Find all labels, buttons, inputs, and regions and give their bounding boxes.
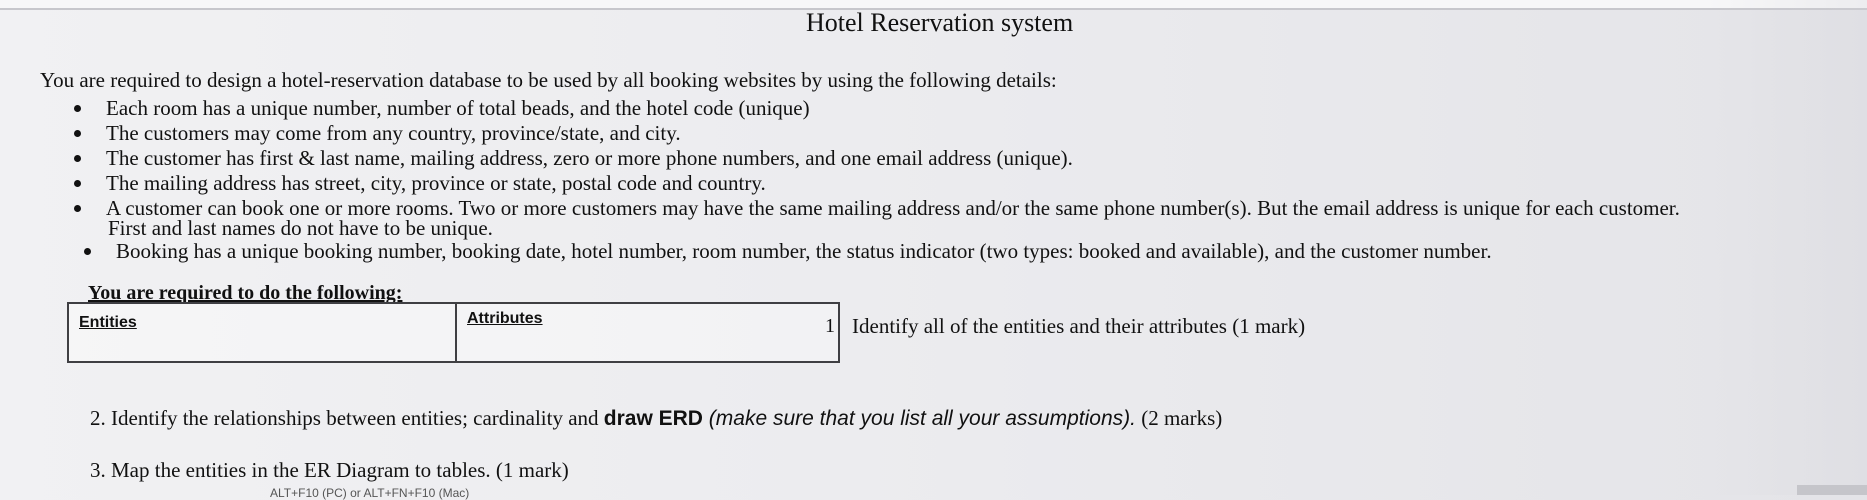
detail-item-customer-contact-text: The customer has first & last name, mailing address, zero or more phone numbers, and one email address (unique). [106,146,1073,170]
question-2-suffix: (2 marks) [1135,406,1223,430]
detail-item-booking-rooms-text: A customer can book one or more rooms. Two or more customers may have the same mailing address and/or the same phone number(s). But the email address is unique for each customer. [106,196,1680,220]
attributes-column-header: Attributes [467,310,543,327]
detail-item-booking-text: Booking has a unique booking number, booking date, hotel number, room number, the status indicator (two types: booked and available), and the customer number. [116,239,1492,263]
question-2-bold: draw ERD [603,407,703,430]
question-2 [90,406,1222,431]
table-column-divider [455,304,457,361]
details-list [74,96,1680,221]
detail-item-customer-location [74,121,1680,145]
question-1-number: 1 [825,315,835,337]
page-title: Hotel Reservation system [806,8,1074,37]
detail-item-customer-location-text: The customers may come from any country, province/state, and city. [106,121,681,145]
question-2-prefix: 2. Identify the relationships between entities; cardinality and [90,406,604,430]
question-2-italic: (make sure that you list all your assumptions). [702,407,1136,430]
entities-column-header: Entities [79,314,137,331]
question-3: 3. Map the entities in the ER Diagram to tables. (1 mark) [90,458,569,482]
requirements-heading: You are required to do the following: [88,282,403,304]
entities-attributes-table [67,302,840,363]
detail-item-address-text: The mailing address has street, city, province or state, postal code and country. [106,171,766,195]
detail-continuation: First and last names do not have to be unique. [108,216,493,240]
detail-item-room-text: Each room has a unique number, number of total beads, and the hotel code (unique) [106,96,810,120]
intro-text: You are required to design a hotel-reservation database to be used by all booking websites by using the following details: [40,68,1057,92]
bottom-right-bar [1797,485,1867,495]
question-3-shortcut-hint: ALT+F10 (PC) or ALT+FN+F10 (Mac) [270,486,470,500]
lighting-shadow [1707,0,1867,495]
question-1-text: Identify all of the entities and their attributes (1 mark) [852,314,1306,338]
question-1-divider [838,314,840,354]
detail-item-address [74,171,1680,195]
detail-item-booking [84,239,1492,264]
detail-item-room [74,96,1680,120]
detail-item-customer-contact [74,146,1680,170]
